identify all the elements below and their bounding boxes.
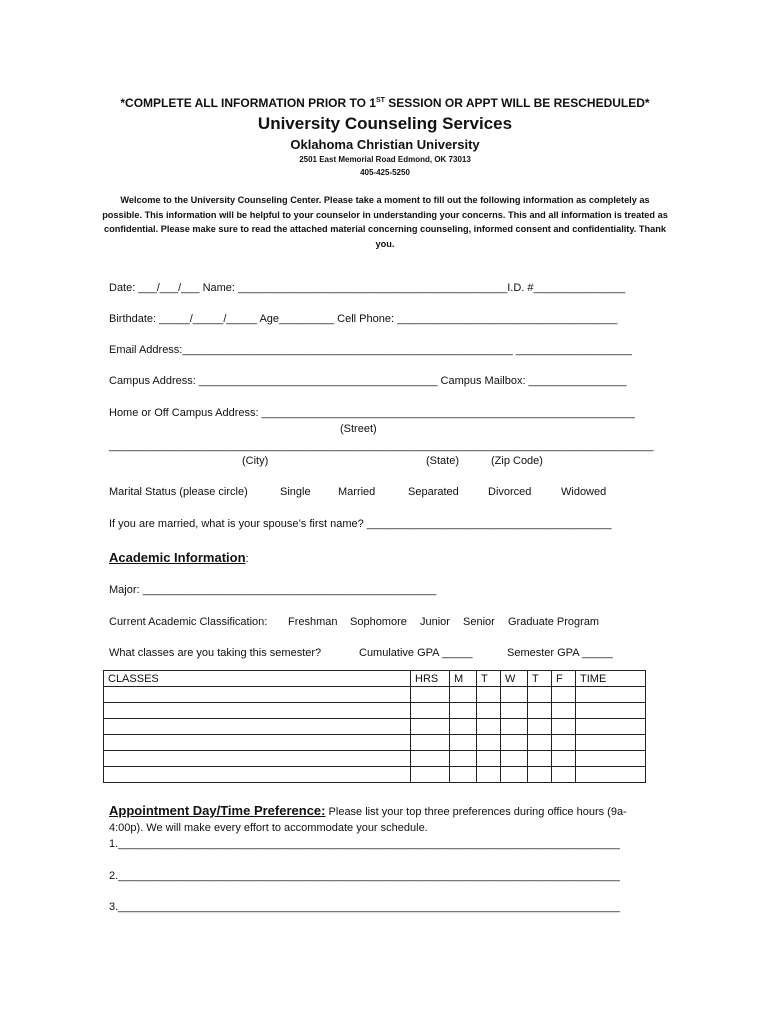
day-cell[interactable]	[552, 735, 576, 751]
university-phone: 405-425-5250	[360, 168, 410, 177]
col-classes: CLASSES	[104, 671, 411, 687]
academic-heading-colon: :	[245, 553, 249, 565]
col-w: W	[501, 671, 528, 687]
marital-option-single[interactable]: Single	[280, 486, 311, 498]
university-name: Oklahoma Christian University	[290, 137, 480, 152]
class-cell[interactable]	[104, 719, 411, 735]
class-cell[interactable]	[104, 703, 411, 719]
preference-1-field[interactable]: 1.__________________________________________________________________________________	[109, 838, 620, 850]
day-cell[interactable]	[552, 703, 576, 719]
class-cell[interactable]	[104, 735, 411, 751]
hrs-cell[interactable]	[411, 687, 450, 703]
day-cell[interactable]	[477, 735, 501, 751]
day-cell[interactable]	[450, 767, 477, 783]
cumulative-gpa-field[interactable]: Cumulative GPA _____	[359, 647, 473, 659]
day-cell[interactable]	[528, 767, 552, 783]
day-cell[interactable]	[477, 703, 501, 719]
notice-post: SESSION OR APPT WILL BE RESCHEDULED*	[384, 96, 650, 110]
day-cell[interactable]	[477, 687, 501, 703]
classification-freshman[interactable]: Freshman	[288, 616, 338, 628]
classification-sophomore[interactable]: Sophomore	[350, 616, 407, 628]
email-field[interactable]: Email Address:______________________________________________________ ___________________	[109, 344, 633, 356]
hrs-cell[interactable]	[411, 719, 450, 735]
day-cell[interactable]	[450, 703, 477, 719]
hrs-cell[interactable]	[411, 751, 450, 767]
class-cell[interactable]	[104, 687, 411, 703]
day-cell[interactable]	[552, 687, 576, 703]
notice-sup: ST	[375, 97, 385, 104]
intro-paragraph: Welcome to the University Counseling Center. Please take a moment to fill out the following information as completely as possible. This information will be helpful to your counselor in understanding your concerns. This and all information is treated as confidential. Please make sure to read the attached material concerning counseling, informed consent and confidentiality. Thank you.	[102, 195, 668, 249]
classification-junior[interactable]: Junior	[420, 616, 450, 628]
appointment-heading: Appointment Day/Time Preference:	[109, 803, 326, 818]
appointment-preference	[109, 803, 627, 818]
day-cell[interactable]	[528, 703, 552, 719]
classes-table	[103, 670, 646, 783]
time-cell[interactable]	[576, 719, 646, 735]
day-cell[interactable]	[528, 687, 552, 703]
time-cell[interactable]	[576, 767, 646, 783]
day-cell[interactable]	[552, 751, 576, 767]
marital-option-widowed[interactable]: Widowed	[561, 486, 607, 498]
col-hrs: HRS	[411, 671, 450, 687]
marital-option-divorced[interactable]: Divorced	[488, 486, 532, 498]
marital-label: Marital Status (please circle)	[109, 486, 248, 498]
semester-gpa-field[interactable]: Semester GPA _____	[507, 647, 613, 659]
table-row	[104, 767, 646, 783]
zip-label: (Zip Code)	[491, 455, 543, 467]
birthdate-age-phone-field[interactable]: Birthdate: _____/_____/_____ Age_________ Cell Phone: ____________________________________	[109, 313, 618, 325]
table-row	[104, 687, 646, 703]
day-cell[interactable]	[477, 751, 501, 767]
state-label: (State)	[426, 455, 460, 467]
appointment-text-1: Please list your top three preferences during office hours (9a-	[325, 806, 627, 818]
street-label: (Street)	[340, 423, 377, 435]
academic-heading-text: Academic Information	[109, 550, 246, 565]
day-cell[interactable]	[477, 767, 501, 783]
appointment-text-2: 4:00p). We will make every effort to accommodate your schedule.	[109, 822, 428, 834]
home-address-field[interactable]: Home or Off Campus Address: _____________________________________________________________	[109, 407, 635, 419]
university-address: 2501 East Memorial Road Edmond, OK 73013	[299, 155, 471, 164]
classification-senior[interactable]: Senior	[463, 616, 495, 628]
spouse-name-field[interactable]: If you are married, what is your spouse’s first name? ________________________________________	[109, 518, 612, 530]
class-cell[interactable]	[104, 751, 411, 767]
marital-option-separated[interactable]: Separated	[408, 486, 459, 498]
hrs-cell[interactable]	[411, 703, 450, 719]
preference-2-field[interactable]: 2.__________________________________________________________________________________	[109, 870, 620, 882]
classes-question: What classes are you taking this semester?	[109, 647, 322, 659]
classes-table-header	[104, 671, 646, 687]
classification-graduate[interactable]: Graduate Program	[508, 616, 600, 628]
time-cell[interactable]	[576, 687, 646, 703]
day-cell[interactable]	[552, 719, 576, 735]
notice-pre: *COMPLETE ALL INFORMATION PRIOR TO 1	[120, 96, 376, 110]
major-field[interactable]: Major: ________________________________________________	[109, 584, 437, 596]
academic-heading	[109, 550, 249, 565]
date-name-id-field[interactable]: Date: ___/___/___ Name: ____________________________________________I.D. #_______________	[109, 282, 626, 294]
day-cell[interactable]	[501, 735, 528, 751]
day-cell[interactable]	[501, 719, 528, 735]
city-state-zip-field[interactable]: _________________________________________________________________________________________	[109, 440, 654, 452]
hrs-cell[interactable]	[411, 735, 450, 751]
table-row	[104, 703, 646, 719]
col-t2: T	[528, 671, 552, 687]
day-cell[interactable]	[528, 735, 552, 751]
day-cell[interactable]	[501, 767, 528, 783]
time-cell[interactable]	[576, 751, 646, 767]
col-f: F	[552, 671, 576, 687]
day-cell[interactable]	[450, 687, 477, 703]
day-cell[interactable]	[528, 751, 552, 767]
hrs-cell[interactable]	[411, 767, 450, 783]
table-row	[104, 751, 646, 767]
city-label: (City)	[242, 455, 269, 467]
completion-notice	[0, 96, 770, 110]
day-cell[interactable]	[501, 751, 528, 767]
marital-option-married[interactable]: Married	[338, 486, 376, 498]
day-cell[interactable]	[528, 719, 552, 735]
time-cell[interactable]	[576, 735, 646, 751]
day-cell[interactable]	[477, 719, 501, 735]
time-cell[interactable]	[576, 703, 646, 719]
day-cell[interactable]	[450, 735, 477, 751]
classes-table-body	[104, 687, 646, 783]
class-cell[interactable]	[104, 767, 411, 783]
day-cell[interactable]	[501, 703, 528, 719]
table-row	[104, 735, 646, 751]
campus-address-field[interactable]: Campus Address: _______________________________________ Campus Mailbox: ________________	[109, 375, 627, 387]
day-cell[interactable]	[450, 719, 477, 735]
day-cell[interactable]	[552, 767, 576, 783]
col-t: T	[477, 671, 501, 687]
classification-label: Current Academic Classification:	[109, 616, 268, 628]
day-cell[interactable]	[450, 751, 477, 767]
col-time: TIME	[576, 671, 646, 687]
day-cell[interactable]	[501, 687, 528, 703]
col-m: M	[450, 671, 477, 687]
table-row	[104, 719, 646, 735]
preference-3-field[interactable]: 3.__________________________________________________________________________________	[109, 901, 620, 913]
page-title: University Counseling Services	[257, 114, 513, 133]
